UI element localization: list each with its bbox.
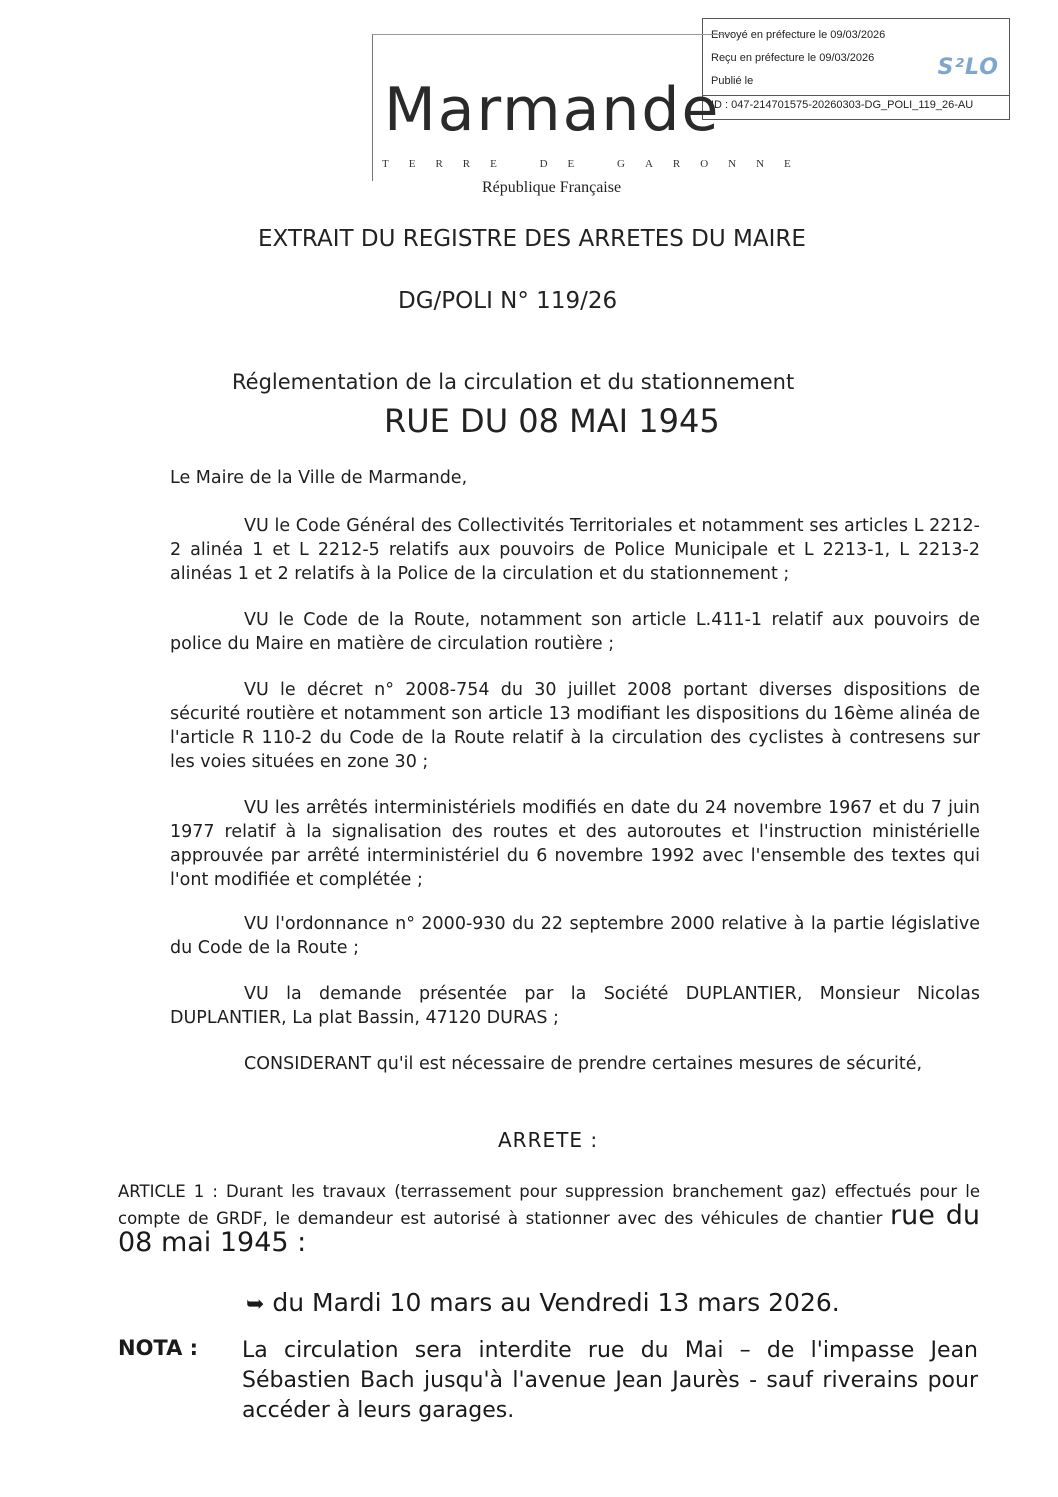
- vu-paragraph-cgct: VU le Code Général des Collectivités Territoriales et notamment ses articles L 2212-2 alinéa 1 et L 2212-5 relatifs aux pouvoirs de Police Municipale et L 2213-1, L 2213-2 alinéas 1 et 2 relatifs à la Police de la circulation et du stationnement ;: [170, 516, 980, 584]
- opening-line: Le Maire de la Ville de Marmande,: [170, 468, 468, 488]
- work-dates-text: du Mardi 10 mars au Vendredi 13 mars 2026.: [272, 1288, 840, 1317]
- stamp-id: ID : 047-214701575-20260303-DG_POLI_119_26-AU: [703, 95, 1009, 111]
- article-1-street: rue du 08 mai 1945 :: [118, 1200, 980, 1258]
- logo-tagline: TERRE DE GARONNE: [382, 158, 811, 170]
- work-dates: [246, 1288, 840, 1317]
- nota-text: La circulation sera interdite rue du Mai – de l'impasse Jean Sébastien Bach jusqu'à l'avenue Jean Jaurès - sauf riverains pour accéder à leurs garages.: [242, 1338, 978, 1423]
- vu-paragraph-ordonnance: VU l'ordonnance n° 2000-930 du 22 septembre 2000 relative à la partie législative du Code de la Route ;: [170, 914, 980, 958]
- article-1-text: ARTICLE 1 : Durant les travaux (terrassement pour suppression branchement gaz) effectués pour le compte de GRDF, le demandeur est autorisé à stationner avec des véhicules de chantier: [118, 1182, 980, 1228]
- s2lo-logo: S²LO: [937, 55, 999, 80]
- considerant-paragraph: CONSIDERANT qu'il est nécessaire de prendre certaines mesures de sécurité,: [244, 1054, 923, 1074]
- document-title: EXTRAIT DU REGISTRE DES ARRETES DU MAIRE: [258, 226, 806, 252]
- vu-paragraph-arretes: VU les arrêtés interministériels modifiés en date du 24 novembre 1967 et du 7 juin 1977 relatif à la signalisation des routes et des autoroutes et l'instruction ministérielle approuvée par arrêté interministériel du 6 novembre 1992 avec l'ensemble des textes qui l'ont modifiée et complétée ;: [170, 798, 980, 890]
- vu-paragraph-demande: VU la demande présentée par la Société DUPLANTIER, Monsieur Nicolas DUPLANTIER, La plat Bassin, 47120 DURAS ;: [170, 984, 980, 1028]
- arrow-icon: ➥: [246, 1292, 265, 1317]
- stamp-received-date: Reçu en préfecture le 09/03/2026: [711, 52, 875, 64]
- stamp-published: Publié le: [711, 75, 754, 87]
- republique-francaise: République Française: [482, 179, 622, 196]
- nota-label: NOTA :: [118, 1336, 199, 1360]
- article-1: [118, 1180, 980, 1258]
- prefecture-stamp: [702, 18, 1010, 120]
- vu-paragraph-decret: VU le décret n° 2008-754 du 30 juillet 2008 portant diverses dispositions de sécurité routière et notamment son article 13 modifiant les dispositions du 16ème alinéa de l'article R 110-2 du Code de la Route relatif à la circulation des cyclistes à contresens sur les voies situées en zone 30 ;: [170, 680, 980, 772]
- stamp-sent-date: Envoyé en préfecture le 09/03/2026: [711, 29, 886, 41]
- document-subject: Réglementation de la circulation et du stationnement: [232, 370, 795, 394]
- vu-paragraph-code-route: VU le Code de la Route, notamment son article L.411-1 relatif aux pouvoirs de police du Maire en matière de circulation routière ;: [170, 610, 980, 654]
- document-reference: DG/POLI N° 119/26: [398, 288, 618, 314]
- arrete-heading: ARRETE :: [498, 1128, 599, 1152]
- marmande-logo: Marmande: [384, 75, 721, 145]
- street-title: RUE DU 08 MAI 1945: [384, 402, 720, 440]
